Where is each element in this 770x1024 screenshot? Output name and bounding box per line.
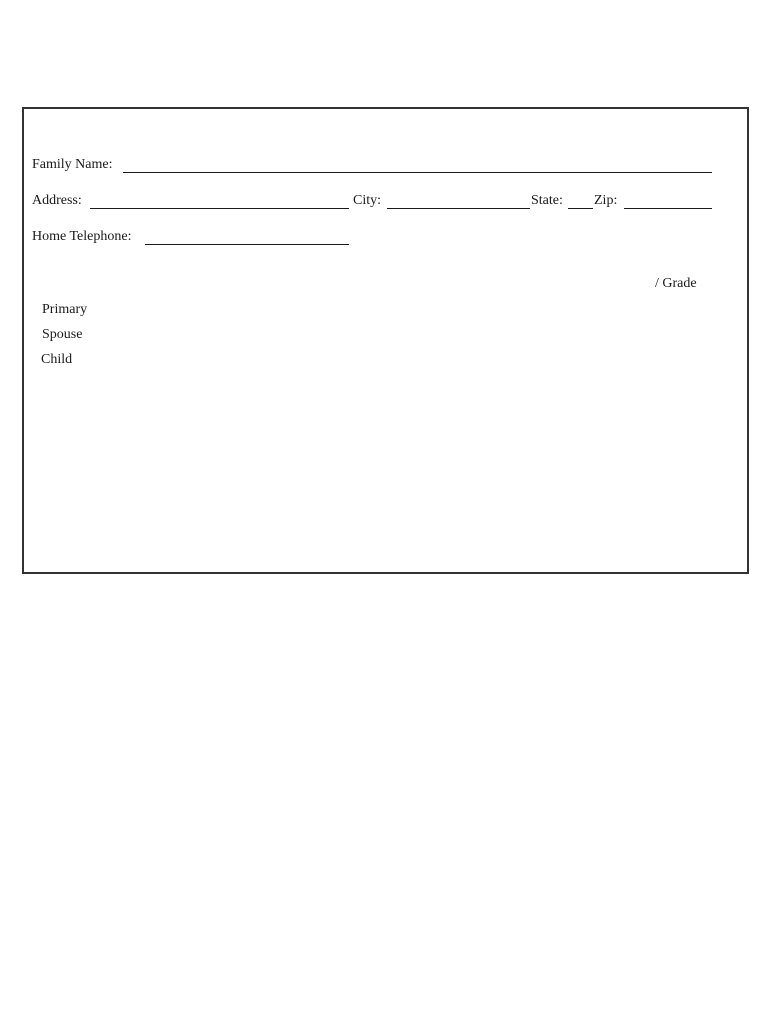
family-name-field[interactable] — [123, 172, 712, 173]
state-label: State: — [531, 193, 563, 208]
family-name-label: Family Name: — [32, 157, 113, 172]
state-field[interactable] — [568, 208, 593, 209]
family-info-form — [22, 107, 749, 574]
zip-field[interactable] — [624, 208, 712, 209]
home-telephone-label: Home Telephone: — [32, 229, 132, 244]
city-field[interactable] — [387, 208, 530, 209]
member-primary: Primary — [42, 302, 88, 317]
address-label: Address: — [32, 193, 82, 208]
home-telephone-field[interactable] — [145, 244, 349, 245]
member-spouse: Spouse — [42, 327, 83, 342]
grade-header: / Grade — [655, 276, 697, 291]
city-label: City: — [353, 193, 382, 208]
zip-label: Zip: — [594, 193, 618, 208]
address-field[interactable] — [90, 208, 349, 209]
member-child: Child — [41, 352, 73, 367]
